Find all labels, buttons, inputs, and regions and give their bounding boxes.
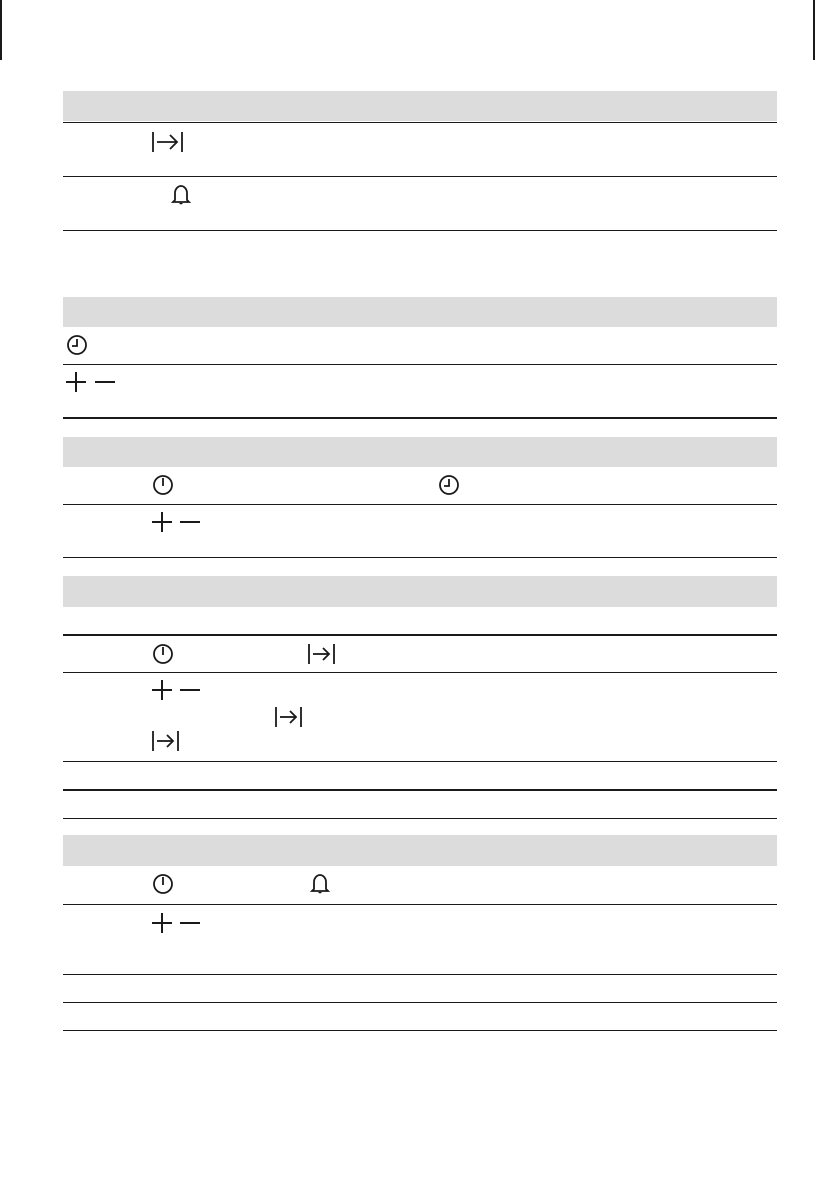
bell-icon [311,873,329,895]
table-5-row-rule-3 [63,1002,777,1003]
timer-dial-icon [152,474,174,496]
minus-icon [180,913,200,933]
minus-icon [180,512,200,532]
table-4-header-rule [63,634,777,636]
clock-icon [66,334,88,356]
table-3-bottom-rule [63,557,777,558]
table-4-row-rule [63,672,777,673]
left-edge-line [0,0,2,60]
table-1-bottom-rule [63,230,777,231]
right-edge-line [813,0,815,60]
end-time-icon [152,131,184,153]
plus-icon [66,372,86,392]
bell-icon [172,184,190,206]
table-4-row-rule-3 [63,789,777,791]
plus-icon [152,913,172,933]
plus-icon [152,512,172,532]
plus-icon [152,680,172,700]
table-3-row-rule [63,504,777,505]
table-4-row-rule-2 [63,761,777,762]
end-time-icon [275,706,303,728]
minus-icon [180,680,200,700]
table-4-bottom-rule [63,818,777,819]
table-2-row-rule [63,364,777,365]
end-time-icon [308,643,336,665]
minus-icon [95,372,115,392]
clock-icon [438,474,460,496]
table-2-bottom-rule [63,417,777,419]
table-2-header [63,297,777,327]
table-4-header [63,576,777,607]
timer-dial-icon [152,643,174,665]
table-5-bottom-rule [63,1030,777,1031]
timer-dial-icon [152,873,174,895]
table-5-row-rule-2 [63,974,777,975]
table-1-row-rule [63,176,777,177]
end-time-icon [152,730,180,752]
table-5-row-rule [63,904,777,905]
table-5-header [63,835,777,866]
table-1-header-rule [63,122,777,123]
table-1-header [63,91,777,121]
table-3-header [63,437,777,467]
